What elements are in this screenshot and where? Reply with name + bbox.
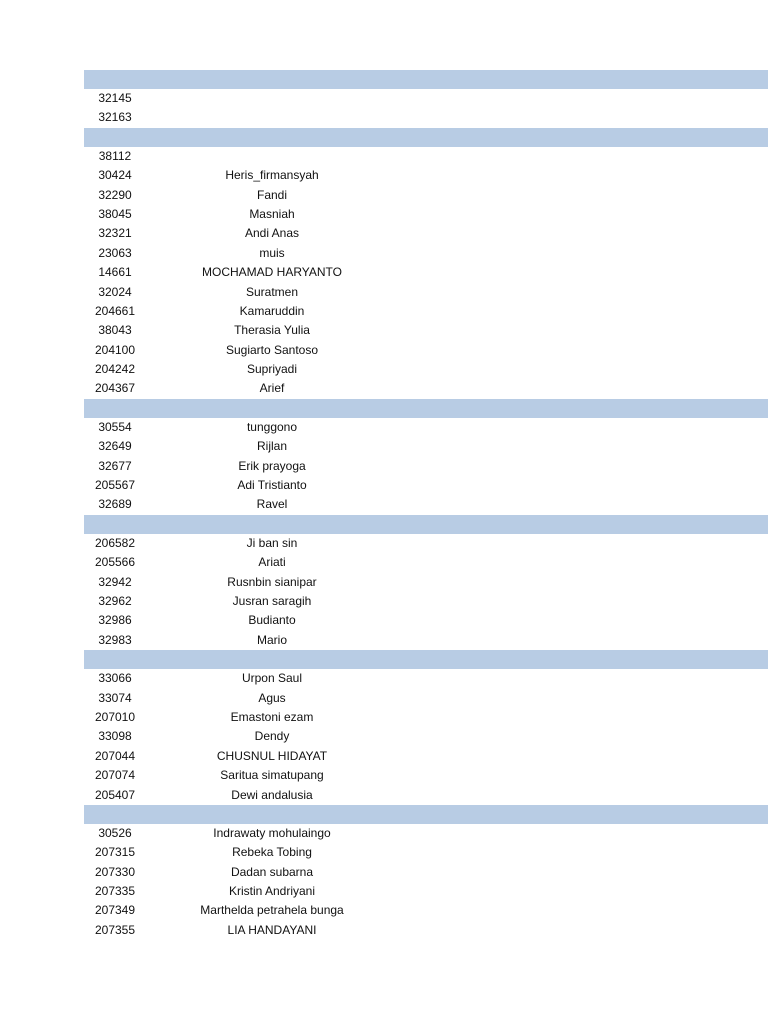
employee-id-cell[interactable]: 32962 — [98, 593, 132, 608]
employee-id-cell[interactable]: 207355 — [94, 922, 136, 937]
table-row[interactable] — [84, 437, 768, 456]
employee-name-cell[interactable]: Dendy — [254, 729, 290, 744]
table-row[interactable] — [84, 108, 768, 127]
employee-id-cell[interactable]: 38112 — [98, 148, 132, 163]
employee-name-cell[interactable]: Ariati — [258, 555, 286, 570]
table-row[interactable] — [84, 592, 768, 611]
spreadsheet-sheet — [84, 70, 768, 940]
table-row[interactable] — [84, 147, 768, 166]
employee-id-cell[interactable]: 32677 — [98, 458, 132, 473]
employee-id-cell[interactable]: 204242 — [94, 362, 136, 377]
employee-name-cell[interactable]: Suratmen — [245, 284, 299, 299]
employee-name-cell[interactable]: Erik prayoga — [238, 458, 306, 473]
employee-id-cell[interactable]: 205566 — [94, 555, 136, 570]
group-header-band — [84, 805, 768, 824]
employee-name-cell[interactable]: Kamaruddin — [239, 303, 305, 318]
table-row[interactable] — [84, 360, 768, 379]
employee-id-cell[interactable]: 32145 — [98, 91, 132, 105]
table-row[interactable] — [84, 302, 768, 321]
table-row[interactable] — [84, 244, 768, 263]
employee-name-cell[interactable]: Therasia Yulia — [234, 323, 310, 338]
employee-id-cell[interactable]: 207349 — [94, 903, 136, 918]
employee-name-cell[interactable]: Arief — [259, 381, 285, 396]
employee-id-cell[interactable]: 32986 — [98, 613, 132, 628]
table-row[interactable] — [84, 921, 768, 940]
table-row[interactable] — [84, 901, 768, 920]
employee-id-cell[interactable]: 23063 — [98, 245, 132, 260]
employee-name-cell[interactable]: Supriyadi — [246, 362, 298, 377]
employee-name-cell[interactable]: Kristin Andriyani — [228, 884, 316, 899]
table-row[interactable] — [84, 689, 768, 708]
employee-name-cell[interactable]: CHUSNUL HIDAYAT — [216, 748, 328, 763]
employee-name-cell[interactable]: Dewi andalusia — [231, 787, 313, 802]
employee-id-cell[interactable]: 32163 — [98, 110, 132, 125]
table-row[interactable] — [84, 843, 768, 862]
employee-name-cell[interactable]: Fandi — [256, 187, 288, 202]
table-row[interactable] — [84, 224, 768, 243]
employee-id-cell[interactable]: 32983 — [98, 632, 132, 647]
employee-name-cell[interactable]: MOCHAMAD HARYANTO — [201, 265, 342, 280]
group-header-band — [84, 399, 768, 418]
employee-name-cell[interactable]: Budianto — [248, 613, 296, 628]
group-header-band — [84, 515, 768, 534]
table-row[interactable] — [84, 89, 768, 108]
employee-name-cell[interactable]: muis — [259, 245, 285, 260]
table-row[interactable] — [84, 476, 768, 495]
table-row[interactable] — [84, 166, 768, 185]
employee-id-cell[interactable]: 33066 — [98, 671, 132, 686]
table-row[interactable] — [84, 418, 768, 437]
table-row[interactable] — [84, 611, 768, 630]
group-header-band — [84, 650, 768, 669]
group-header-band — [84, 70, 768, 89]
employee-id-cell[interactable]: 33098 — [98, 729, 132, 744]
employee-name-cell[interactable]: Rusnbin sianipar — [227, 574, 317, 589]
employee-name-cell[interactable]: Mario — [256, 632, 287, 647]
employee-name-cell[interactable]: Rebeka Tobing — [232, 845, 312, 860]
table-row[interactable] — [84, 882, 768, 901]
employee-name-cell[interactable]: Ji ban sin — [246, 535, 298, 550]
employee-id-cell[interactable]: 32321 — [98, 226, 132, 241]
employee-id-cell[interactable]: 204661 — [94, 303, 136, 318]
table-row[interactable] — [84, 669, 768, 688]
employee-id-cell[interactable]: 14661 — [98, 265, 132, 280]
table-row[interactable] — [84, 824, 768, 843]
table-row[interactable] — [84, 263, 768, 282]
employee-id-cell[interactable]: 207044 — [94, 748, 136, 763]
employee-id-cell[interactable]: 207315 — [94, 845, 136, 860]
employee-id-cell[interactable]: 205407 — [94, 787, 136, 802]
employee-id-cell[interactable]: 204367 — [94, 381, 136, 396]
table-row[interactable] — [84, 863, 768, 882]
table-row[interactable] — [84, 534, 768, 553]
employee-id-cell[interactable]: 38045 — [98, 206, 132, 221]
employee-name-cell[interactable]: Agus — [258, 690, 286, 705]
employee-name-cell[interactable]: Rijlan — [256, 439, 287, 454]
employee-id-cell[interactable]: 30554 — [98, 419, 132, 434]
employee-id-cell[interactable]: 206582 — [94, 535, 136, 550]
table-row[interactable] — [84, 631, 768, 650]
employee-name-cell[interactable]: Adi Tristianto — [237, 478, 307, 493]
table-row[interactable] — [84, 186, 768, 205]
table-row[interactable] — [84, 766, 768, 785]
employee-name-cell[interactable]: Marthelda petrahela bunga — [200, 903, 344, 918]
employee-name-cell[interactable]: Emastoni ezam — [230, 709, 314, 724]
table-row[interactable] — [84, 573, 768, 592]
employee-name-cell[interactable]: Saritua simatupang — [220, 768, 324, 783]
table-row[interactable] — [84, 283, 768, 302]
employee-id-cell[interactable]: 204100 — [94, 342, 136, 357]
table-row[interactable] — [84, 553, 768, 572]
table-row[interactable] — [84, 747, 768, 766]
employee-id-cell[interactable]: 30526 — [98, 825, 132, 840]
employee-name-cell[interactable]: Urpon Saul — [241, 671, 303, 686]
employee-name-cell[interactable]: LIA HANDAYANI — [227, 922, 317, 937]
table-row[interactable] — [84, 321, 768, 340]
table-row[interactable] — [84, 727, 768, 746]
employee-id-cell[interactable]: 32290 — [98, 187, 132, 202]
employee-id-cell[interactable]: 32942 — [98, 574, 132, 589]
employee-name-cell[interactable]: Ravel — [256, 497, 288, 512]
table-row[interactable] — [84, 786, 768, 805]
employee-id-cell[interactable]: 32689 — [98, 497, 132, 512]
employee-name-cell[interactable]: Masniah — [249, 206, 295, 221]
employee-id-cell[interactable]: 32649 — [98, 439, 132, 454]
employee-name-cell[interactable]: Andi Anas — [244, 226, 300, 241]
employee-id-cell[interactable]: 205567 — [94, 478, 136, 493]
table-row[interactable] — [84, 205, 768, 224]
employee-id-cell[interactable]: 207074 — [94, 768, 136, 783]
employee-id-cell[interactable]: 207335 — [94, 884, 136, 899]
employee-id-cell[interactable]: 38043 — [98, 323, 132, 338]
employee-id-cell[interactable]: 33074 — [98, 690, 132, 705]
employee-id-cell[interactable]: 207330 — [94, 864, 136, 879]
employee-name-cell[interactable]: Dadan subarna — [230, 864, 314, 879]
group-header-band — [84, 128, 768, 147]
employee-id-cell[interactable]: 207010 — [94, 709, 136, 724]
employee-name-cell[interactable]: Sugiarto Santoso — [225, 342, 319, 357]
table-row[interactable] — [84, 495, 768, 514]
table-row[interactable] — [84, 379, 768, 398]
employee-name-cell[interactable]: Jusran saragih — [232, 593, 312, 608]
employee-id-cell[interactable]: 30424 — [98, 168, 132, 183]
employee-id-cell[interactable]: 32024 — [98, 284, 132, 299]
employee-name-cell[interactable]: Indrawaty mohulaingo — [213, 825, 331, 840]
table-row[interactable] — [84, 708, 768, 727]
employee-name-cell[interactable]: tunggono — [246, 419, 298, 434]
table-row[interactable] — [84, 457, 768, 476]
table-row[interactable] — [84, 341, 768, 360]
employee-name-cell[interactable]: Heris_firmansyah — [225, 168, 319, 183]
